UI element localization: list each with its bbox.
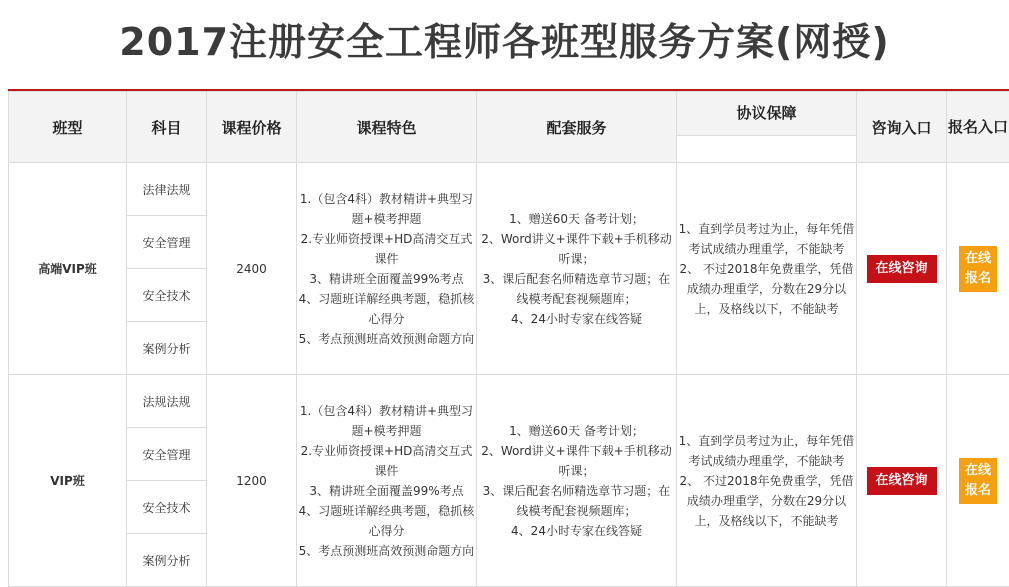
subject-cell: 安全管理 <box>127 428 207 481</box>
feature-line: 1.（包含4科）教材精讲+典型习题+模考押题 <box>299 191 474 226</box>
plan-name: VIP班 <box>9 375 127 587</box>
feature-line: 2.专业师资授课+HD高清交互式课件 <box>300 443 473 478</box>
online-signup-button[interactable]: 在线报名 <box>959 246 997 292</box>
guarantee-line: 2、 不过2018年免费重学，凭借成绩办理重学，分数在29分以上，及格线以下，不能缺考 <box>679 473 854 528</box>
features-cell <box>297 375 477 587</box>
guarantee-line: 2、 不过2018年免费重学，凭借成绩办理重学，分数在29分以上，及格线以下，不能缺考 <box>679 261 854 316</box>
service-line: 2、Word讲义+课件下载+手机移动听课； <box>481 231 672 266</box>
feature-line: 4、习题班详解经典考题，稳抓核心得分 <box>298 503 475 538</box>
header-guarantee <box>677 92 857 163</box>
feature-line: 4、习题班详解经典考题，稳抓核心得分 <box>298 291 475 326</box>
subject-cell: 安全管理 <box>127 216 207 269</box>
page-title: 2017注册安全工程师各班型服务方案(网授) <box>119 20 890 64</box>
table-row <box>9 163 1009 216</box>
service-line: 1、赠送60天 备考计划； <box>509 423 644 438</box>
service-line: 2、Word讲义+课件下载+手机移动听课； <box>481 443 672 478</box>
online-consult-button[interactable]: 在线咨询 <box>867 255 937 283</box>
service-line: 4、24小时专家在线答疑 <box>511 311 642 326</box>
header-subject: 科目 <box>127 92 207 163</box>
feature-line: 3、精讲班全面覆盖99%考点 <box>309 483 464 498</box>
header-consult: 咨询入口 <box>857 92 947 163</box>
price-cell: 1200 <box>207 375 297 587</box>
header-price: 课程价格 <box>207 92 297 163</box>
plan-name: 高端VIP班 <box>9 163 127 375</box>
header-features: 课程特色 <box>297 92 477 163</box>
table-row <box>9 375 1009 428</box>
header-guarantee-blank <box>677 136 856 162</box>
subject-cell: 安全技术 <box>127 481 207 534</box>
features-cell <box>297 163 477 375</box>
guarantee-line: 1、直到学员考过为止，每年凭借考试成绩办理重学，不能缺考 <box>678 433 855 468</box>
online-signup-button[interactable]: 在线报名 <box>959 458 997 504</box>
feature-line: 3、精讲班全面覆盖99%考点 <box>309 271 464 286</box>
services-cell <box>477 375 677 587</box>
feature-line: 5、考点预测班高效预测命题方向 <box>298 543 475 558</box>
feature-line: 5、考点预测班高效预测命题方向 <box>298 331 475 346</box>
service-line: 3、课后配套名师精选章节习题；在线模考配套视频题库； <box>482 271 671 306</box>
online-consult-button[interactable]: 在线咨询 <box>867 467 937 495</box>
subject-cell: 法规法规 <box>127 375 207 428</box>
table-header-row <box>9 92 1009 163</box>
services-cell <box>477 163 677 375</box>
subject-cell: 安全技术 <box>127 269 207 322</box>
guarantee-cell <box>677 375 857 587</box>
header-class-type: 班型 <box>9 92 127 163</box>
signup-cell <box>947 163 1009 375</box>
service-line: 1、赠送60天 备考计划； <box>509 211 644 226</box>
header-guarantee-label: 协议保障 <box>677 92 856 136</box>
price-cell: 2400 <box>207 163 297 375</box>
feature-line: 2.专业师资授课+HD高清交互式课件 <box>300 231 473 266</box>
subject-cell: 法律法规 <box>127 163 207 216</box>
subject-cell: 案例分析 <box>127 322 207 375</box>
guarantee-line: 1、直到学员考过为止，每年凭借考试成绩办理重学，不能缺考 <box>678 221 855 256</box>
plan-table <box>8 91 1009 587</box>
feature-line: 1.（包含4科）教材精讲+典型习题+模考押题 <box>299 403 474 438</box>
guarantee-cell <box>677 163 857 375</box>
consult-cell <box>857 163 947 375</box>
signup-cell <box>947 375 1009 587</box>
service-line: 4、24小时专家在线答疑 <box>511 523 642 538</box>
service-line: 3、课后配套名师精选章节习题；在线模考配套视频题库； <box>482 483 671 518</box>
subject-cell: 案例分析 <box>127 534 207 587</box>
header-signup: 报名入口 <box>947 92 1009 163</box>
consult-cell <box>857 375 947 587</box>
header-services: 配套服务 <box>477 92 677 163</box>
